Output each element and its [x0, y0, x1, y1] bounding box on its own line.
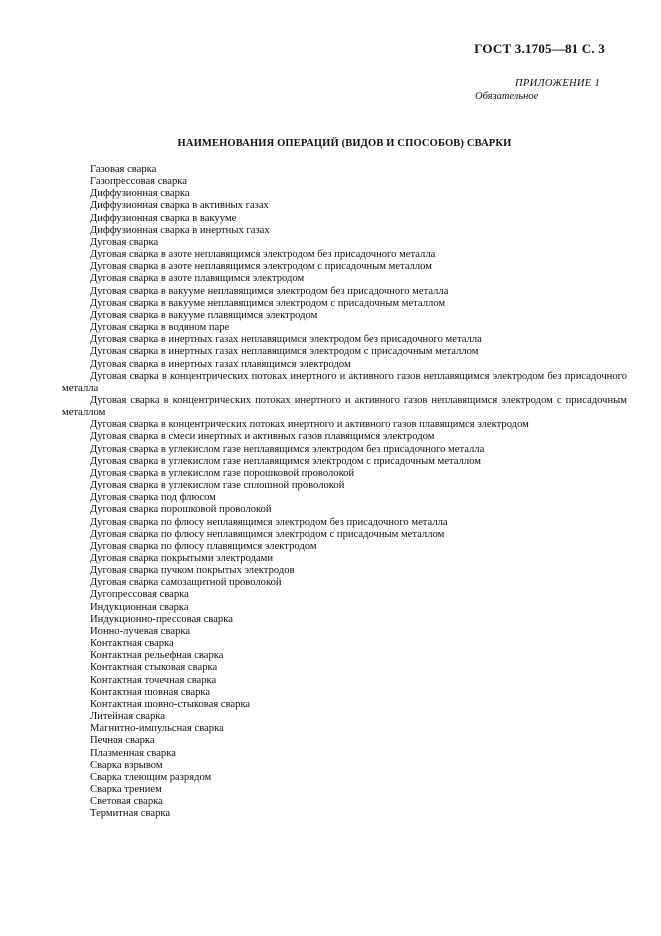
operations-list: [62, 164, 627, 820]
list-item: Индукционная сварка: [90, 601, 189, 613]
list-item: Контактная шовная сварка: [90, 686, 211, 698]
list-item: Газовая сварка: [90, 164, 157, 175]
list-item: Контактная шовно-стыковая сварка: [90, 698, 251, 710]
list-item: Диффузионная сварка в вакууме: [90, 212, 237, 224]
list-item: Дуговая сварка в углекислом газе неплавящимся электродом с присадочным металлом: [90, 455, 481, 467]
list-item: Дуговая сварка под флюсом: [90, 492, 216, 504]
list-item: Дуговая сварка по флюсу плавящимся электродом: [90, 540, 317, 552]
list-item: Дугопрессовая сварка: [90, 589, 189, 601]
list-item: Дуговая сварка в концентрических потоках инертного и активного газов плавящимся электродом: [90, 419, 529, 431]
list-item: Световая сварка: [90, 796, 163, 808]
list-item: Дуговая сварка в вакууме неплавящимся электродом без присадочного металла: [90, 285, 449, 297]
list-item: Магнитно-импульсная сварка: [90, 723, 224, 735]
list-item: Диффузионная сварка в инертных газах: [90, 224, 270, 236]
list-item: Дуговая сварка в инертных газах неплавящимся электродом с присадочным металлом: [90, 346, 479, 358]
list-item: Дуговая сварка в вакууме плавящимся электродом: [90, 309, 318, 321]
list-item: Сварка трением: [90, 783, 162, 795]
list-item: Дуговая сварка в азоте плавящимся электродом: [90, 273, 305, 285]
list-item: Контактная рельефная сварка: [90, 650, 224, 662]
list-item: Дуговая сварка в смеси инертных и активных газов плавящимся электродом: [90, 431, 435, 443]
list-item: Контактная сварка: [90, 638, 174, 650]
list-item: Дуговая сварка в углекислом газе порошковой проволокой: [90, 467, 355, 479]
page-title: НАИМЕНОВАНИЯ ОПЕРАЦИЙ (ВИДОВ И СПОСОБОВ) СВАРКИ: [177, 138, 512, 149]
list-item: Сварка взрывом: [90, 759, 163, 771]
list-item: Дуговая сварка по флюсу неплавящимся электродом без присадочного металла: [90, 516, 448, 528]
list-item: Дуговая сварка покрытыми электродами: [90, 553, 274, 564]
list-item: Контактная стыковая сварка: [90, 662, 218, 674]
list-item: Дуговая сварка в азоте неплавящимся электродом без присадочного металла: [90, 249, 436, 261]
list-item: Дуговая сварка в инертных газах плавящимся электродом: [90, 358, 351, 370]
list-item: Дуговая сварка пучком покрытых электродов: [90, 565, 295, 577]
list-item: Сварка тлеющим разрядом: [90, 771, 212, 783]
list-item: Диффузионная сварка в активных газах: [90, 200, 269, 212]
list-item: Дуговая сварка: [90, 236, 159, 248]
list-item: Дуговая сварка в вакууме неплавящимся электродом с присадочным металлом: [90, 297, 446, 309]
list-item: Контактная точечная сварка: [90, 674, 217, 686]
list-item: Дуговая сварка по флюсу неплавящимся электродом с присадочным металлом: [90, 528, 445, 540]
list-item: Дуговая сварка самозащитной проволокой: [90, 577, 282, 589]
list-item: Литейная сварка: [90, 711, 165, 723]
list-item: Дуговая сварка в концентрических потоках инертного и активного газов неплавящимся электродом с присадочным металлом: [62, 394, 627, 419]
list-item: Дуговая сварка в углекислом газе неплавящимся электродом без присадочного металла: [90, 443, 485, 455]
list-item: Дуговая сварка в водяном паре: [90, 322, 230, 334]
list-item: Дуговая сварка порошковой проволокой: [90, 504, 272, 516]
document-header: ГОСТ 3.1705—81 С. 3: [474, 41, 605, 56]
appendix-status: Обязательное: [475, 91, 539, 102]
list-item: Плазменная сварка: [90, 747, 176, 759]
list-item: Дуговая сварка в инертных газах неплавящимся электродом без присадочного металла: [90, 334, 482, 346]
list-item: Газопрессовая сварка: [90, 176, 187, 188]
list-item: Ионно-лучевая сварка: [90, 625, 191, 637]
list-item: Термитная сварка: [90, 808, 171, 820]
list-item: Дуговая сварка в азоте неплавящимся электродом с присадочным металлом: [90, 261, 432, 273]
list-item: Дуговая сварка в концентрических потоках инертного и активного газов неплавящимся электродом без присадочного металла: [62, 370, 627, 394]
list-item: Дуговая сварка в углекислом газе сплошной проволокой: [90, 480, 345, 492]
appendix-label: ПРИЛОЖЕНИЕ 1: [515, 78, 600, 89]
list-item: Печная сварка: [90, 735, 155, 747]
list-item: Индукционно-прессовая сварка: [90, 613, 233, 625]
list-item: Диффузионная сварка: [90, 188, 190, 200]
